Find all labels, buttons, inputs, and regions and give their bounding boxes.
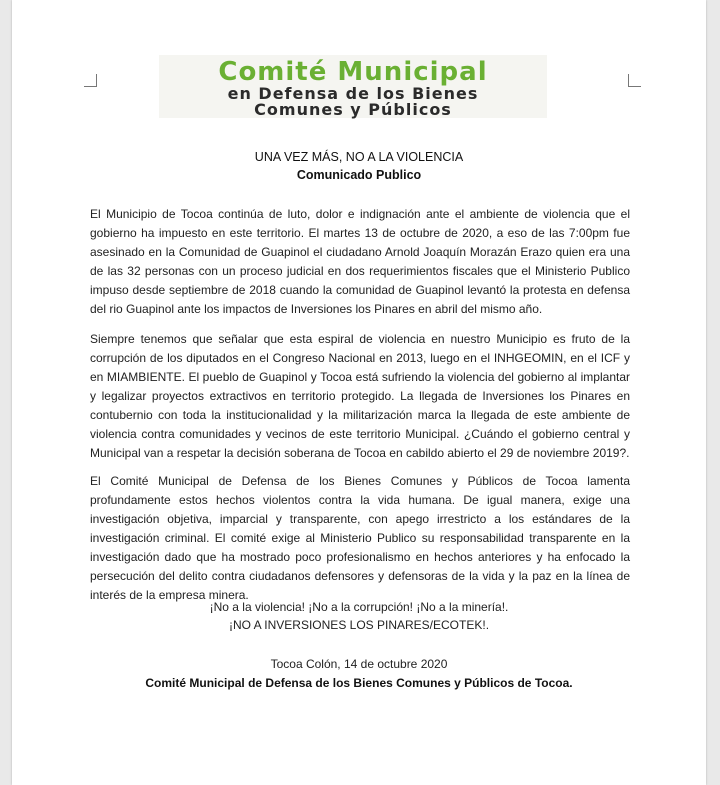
logo-line-2: en Defensa de los Bienes (227, 84, 479, 103)
crop-mark-top-right (628, 74, 641, 87)
paragraph-1: El Municipio de Tocoa continúa de luto, dolor e indignación ante el ambiente de violencia que el gobierno ha impuesto en este territorio. El martes 13 de octubre de 2020, a eso de las 7:00pm fue asesinado en la Comunidad de Guapinol el ciudadano Arnold Joaquín Morazán Erazo quien era una de las 32 personas con un proceso judicial en dos requerimientos fiscales que el Ministerio Publico impuso desde septiembre de 2018 cuando la comunidad de Guapinol levantó la protesta en defensa del rio Guapinol ante los impactos de Inversiones los Pinares en abril del mismo año. (90, 207, 630, 316)
logo-line-1: Comité Municipal (218, 57, 488, 87)
slogan-line-2: ¡NO A INVERSIONES LOS PINARES/ECOTEK!. (228, 618, 490, 632)
paragraph-3: El Comité Municipal de Defensa de los Bienes Comunes y Públicos de Tocoa lamenta profundamente estos hechos violentos contra la vida humana. De igual manera, exige una investigación objetiva, imparcial y transparente, con apego irrestricto a los estándares de la investigación criminal. El comité exige al Ministerio Publico su responsabilidad transparente en la investigación dado que ha mostrado poco profesionalismo en hechos anteriores y ha enfocado la persecución del delito contra ciudadanos defensores y defensoras de la vida y la paz en la línea de interés de la empresa minera. (90, 474, 630, 602)
logo-line-3: Comunes y Públicos (254, 100, 452, 119)
date-line: Tocoa Colón, 14 de octubre 2020 (270, 657, 448, 671)
document-subtitle: Comunicado Publico (296, 168, 422, 182)
committee-logo (159, 55, 547, 118)
slogan-line-1: ¡No a la violencia! ¡No a la corrupción! ¡No a la minería!. (209, 600, 509, 614)
paragraph-2: Siempre tenemos que señalar que esta espiral de violencia en nuestro Municipio es fruto de la corrupción de los diputados en el Congreso Nacional en 2013, luego en el INHGEOMIN, en el ICF y en MIAMBIENTE. El pueblo de Guapinol y Tocoa está sufriendo la violencia del gobierno al implantar y legalizar proyectos extractivos en territorio protegido. La llegada de Inversiones los Pinares en contubernio con toda la institucionalidad y la militarización marca la llegada de este ambiente de violencia contra comunidades y vecinos de este territorio Municipal. ¿Cuándo el gobierno central y Municipal van a respetar la decisión soberana de Tocoa en cabildo abierto el 29 de noviembre 2019?. (90, 332, 630, 460)
document-page (12, 0, 706, 785)
signature-line: Comité Municipal de Defensa de los Bienes Comunes y Públicos de Tocoa. (145, 676, 573, 690)
document-title: UNA VEZ MÁS, NO A LA VIOLENCIA (254, 150, 464, 164)
crop-mark-top-left (84, 74, 97, 87)
